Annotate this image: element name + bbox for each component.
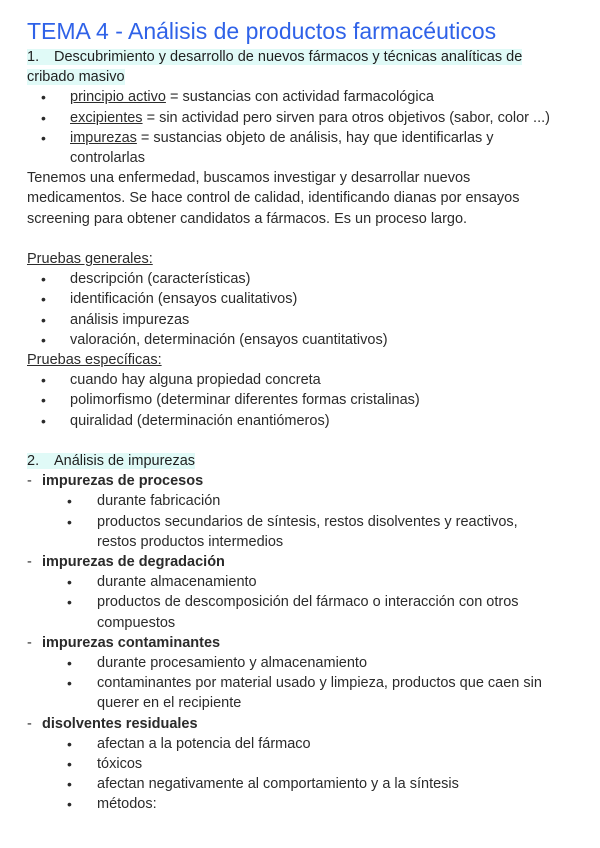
specific-test-item: • polimorfismo (determinar diferentes formas cristalinas) xyxy=(27,390,577,410)
impurity-item: • durante fabricación xyxy=(27,491,577,511)
impurity-item: • métodos: xyxy=(27,794,577,814)
definition-term: excipientes xyxy=(70,109,143,126)
general-test-item: • descripción (características) xyxy=(27,269,577,289)
impurity-group-label: - disolventes residuales xyxy=(27,714,577,734)
definition-item xyxy=(27,128,577,148)
general-test-item: • análisis impurezas xyxy=(27,310,577,330)
specific-test-item: • cuando hay alguna propiedad concreta xyxy=(27,370,577,390)
general-test-item: • valoración, determinación (ensayos cuantitativos) xyxy=(27,330,577,350)
definition-text: = sin actividad pero sirven para otros objetivos (sabor, color ...) xyxy=(142,109,550,126)
general-test-item: • identificación (ensayos cualitativos) xyxy=(27,289,577,309)
section-2-heading xyxy=(27,451,577,471)
definition-continuation: controlarlas xyxy=(70,150,145,167)
definition-text: = sustancias objeto de análisis, hay que identificarlas y xyxy=(136,129,494,146)
definition-item xyxy=(27,108,577,128)
general-tests-label: Pruebas generales: xyxy=(27,251,153,268)
definition-text: = sustancias con actividad farmacológica xyxy=(165,89,434,106)
impurity-item-continuation: querer en el recipiente xyxy=(97,695,242,712)
impurity-item: • durante procesamiento y almacenamiento xyxy=(27,653,577,673)
definition-term: impurezas xyxy=(70,129,137,146)
spacer xyxy=(27,431,577,451)
impurity-item: • productos secundarios de síntesis, restos disolventes y reactivos, xyxy=(27,512,577,532)
impurity-item: • durante almacenamiento xyxy=(27,572,577,592)
section-2-heading-text: Análisis de impurezas xyxy=(54,453,196,470)
definition-term: principio activo xyxy=(70,89,166,106)
definition-item xyxy=(27,87,577,107)
section-1-heading-line1: Descubrimiento y desarrollo de nuevos fármacos y técnicas analíticas de xyxy=(54,49,523,65)
section-1-heading-line2: cribado masivo xyxy=(27,69,125,86)
impurity-group-label: - impurezas de degradación xyxy=(27,552,577,572)
impurity-item: • contaminantes por material usado y limpieza, productos que caen sin xyxy=(27,673,577,693)
impurity-item-continuation: compuestos xyxy=(97,614,176,631)
impurity-item: • tóxicos xyxy=(27,754,577,774)
section-1-heading xyxy=(27,47,577,67)
impurity-item: • afectan negativamente al comportamiento y a la síntesis xyxy=(27,774,577,794)
specific-test-item: • quiralidad (determinación enantiómeros) xyxy=(27,411,577,431)
impurity-group-label: - impurezas de procesos xyxy=(27,471,577,491)
paragraph-line: medicamentos. Se hace control de calidad, identificando dianas por ensayos xyxy=(27,190,520,207)
specific-tests-label: Pruebas específicas: xyxy=(27,352,162,369)
section-1-number: 1. xyxy=(27,49,40,65)
impurity-item: • productos de descomposición del fármaco o interacción con otros xyxy=(27,592,577,612)
spacer xyxy=(27,229,577,249)
section-1-heading-cont xyxy=(27,67,577,87)
impurity-item: • afectan a la potencia del fármaco xyxy=(27,734,577,754)
section-2-number: 2. xyxy=(27,453,40,470)
impurity-group-label: - impurezas contaminantes xyxy=(27,633,577,653)
impurity-item-continuation: restos productos intermedios xyxy=(97,533,284,550)
page-title: TEMA 4 - Análisis de productos farmacéuticos xyxy=(27,18,497,44)
paragraph-line: Tenemos una enfermedad, buscamos investigar y desarrollar nuevos xyxy=(27,170,471,187)
document-page xyxy=(27,16,577,815)
paragraph-line: screening para obtener candidatos a fármacos. Es un proceso largo. xyxy=(27,210,468,227)
